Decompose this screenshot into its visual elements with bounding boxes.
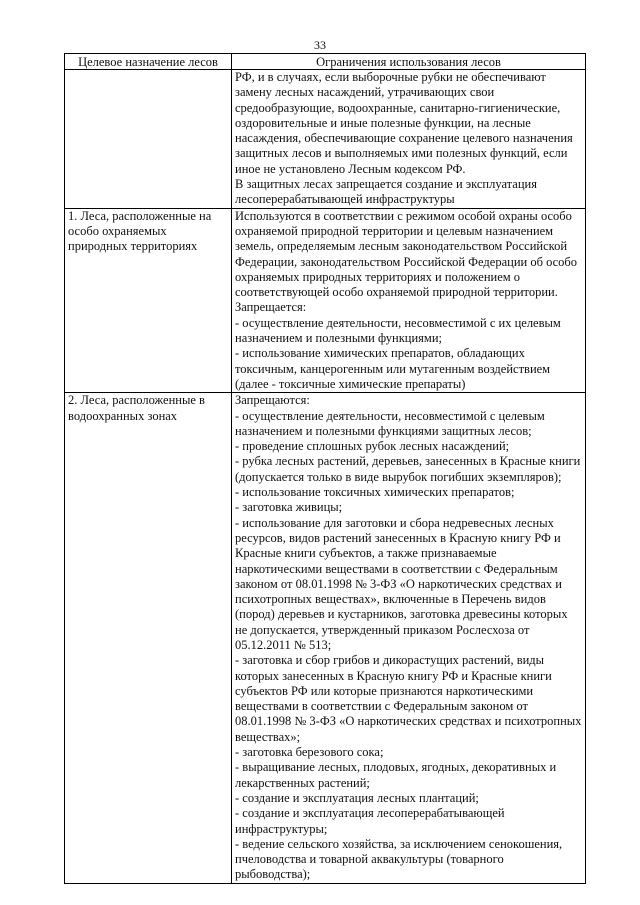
forest-category-cell [65, 208, 232, 393]
restriction-text-line: земель, определяемым лесным законодательством Российской [235, 239, 568, 254]
restriction-text-line: Красные книги субъектов, а также признаваемые [235, 546, 497, 561]
restriction-text-line: замену лесных насаждений, утрачивающих свои [235, 85, 495, 100]
restriction-text-line: насаждения, обеспечивающие сохранение целевого назначения [235, 131, 573, 146]
restriction-text-line: - использование химических препаратов, обладающих [235, 346, 525, 361]
forest-category-cell [65, 393, 232, 884]
restriction-text-line: - выращивание лесных, плодовых, ягодных, декоративных и [235, 760, 557, 775]
restriction-text-line: токсичным, канцерогенным или мутагенным воздействием [235, 361, 551, 376]
table-row [65, 208, 586, 393]
restriction-text-line: - осуществление деятельности, несовместимой с их целевым [235, 315, 561, 330]
restriction-text-line: иное не установлено Лесным кодексом РФ. [235, 161, 466, 176]
restriction-text-line: (допускается только в виде вырубок погибших экземпляров); [235, 469, 562, 484]
restriction-text-line: - заготовка и сбор грибов и дикорастущих растений, виды [235, 653, 545, 668]
restriction-text-line: которых занесенных в Красную книгу РФ и Красные книги [235, 668, 552, 683]
restriction-text-line: Запрещается: [235, 300, 307, 315]
restriction-text-line: защитных лесов и выполняемых ими полезных функций, если [235, 146, 568, 161]
forest-category-line: особо охраняемых [68, 223, 167, 238]
forest-category-cell [65, 70, 232, 209]
restriction-text-line: субъектов РФ или которые признаются наркотическими [235, 683, 534, 698]
restriction-text-line: - рубка лесных растений, деревьев, занесенных в Красные книги [235, 454, 581, 469]
header-restrictions: Ограничения использования лесов [232, 54, 586, 70]
restriction-text-line: - создание и эксплуатация лесоперерабатывающей [235, 806, 505, 821]
restriction-text-line: В защитных лесах запрещается создание и эксплуатация [235, 177, 537, 192]
table-body [65, 70, 586, 884]
table-header-row [65, 54, 586, 70]
restriction-text-line: веществами в соответствии с Федеральным законом от [235, 699, 528, 714]
forest-category-line: 1. Леса, расположенные на [68, 208, 212, 223]
restriction-text-line: - осуществление деятельности, несовместимой с целевым [235, 408, 545, 423]
restriction-text-line: рыбоводства); [235, 867, 311, 882]
restrictions-cell [232, 208, 586, 393]
restriction-text-line: Запрещаются: [235, 393, 310, 408]
restriction-text-line: лесоперерабатывающей инфраструктуры [235, 192, 455, 207]
restriction-text-line: 05.12.2011 № 513; [235, 637, 332, 652]
restriction-text-line: охраняемой природной территории и целевым назначением [235, 223, 554, 238]
restriction-text-line: законом от 08.01.1998 № 3-ФЗ «О наркотических средствах и [235, 576, 562, 591]
page-number: 33 [314, 38, 326, 52]
restriction-text-line: лекарственных растений; [235, 775, 370, 790]
restriction-text-line: наркотическими веществами в соответствии с Федеральным [235, 561, 558, 576]
restriction-text-line: назначением и полезными функциями защитных лесов; [235, 423, 532, 438]
forest-category-line: природных территориях [68, 239, 198, 254]
restriction-text-line: - создание и эксплуатация лесных плантаций; [235, 790, 479, 805]
restriction-text-line: соответствующей особо охраняемой природной территории. [235, 285, 558, 300]
restriction-text-line: РФ, и в случаях, если выборочные рубки не обеспечивают [235, 70, 546, 84]
restriction-text-line: веществах»; [235, 729, 301, 744]
restriction-text-line: психотропных веществах», включенные в Перечень видов [235, 592, 546, 607]
restrictions-cell [232, 393, 586, 884]
restriction-text-line: оздоровительные и иные полезные функции, на лесные [235, 115, 531, 130]
table-row [65, 393, 586, 884]
restriction-text-line: охраняемых природных территориях и положением о [235, 269, 521, 284]
forest-category-line: водоохранных зонах [68, 408, 178, 423]
restriction-text-line: - использование токсичных химических препаратов; [235, 485, 515, 500]
restriction-text-line: - использование для заготовки и сбора недревесных лесных [235, 515, 554, 530]
restriction-text-line: - проведение сплошных рубок лесных насаждений; [235, 439, 510, 454]
restriction-text-line: назначением и полезными функциями; [235, 331, 442, 346]
restriction-text-line: средообразующие, водоохранные, санитарно-гигиенические, [235, 100, 561, 115]
restriction-text-line: Используются в соответствии с режимом особой охраны особо [235, 208, 572, 223]
restriction-text-line: Федерации, законодательством Российской Федерации об особо [235, 254, 578, 269]
restriction-text-line: ресурсов, видов растений занесенных в Красную книгу РФ и [235, 530, 561, 545]
restrictions-cell [232, 70, 586, 209]
forest-restrictions-table [64, 53, 586, 884]
table-row [65, 70, 586, 209]
restriction-text-line: 08.01.1998 № 3-ФЗ «О наркотических средствах и психотропных [235, 714, 582, 729]
restriction-text-line: - заготовка живицы; [235, 500, 343, 515]
restriction-text-line: не допускается, утвержденный приказом Рослесхоза от [235, 622, 530, 637]
restriction-text-line: (пород) деревьев и кустарников, заготовка древесины которых [235, 607, 568, 622]
restriction-text-line: - заготовка березового сока; [235, 745, 384, 760]
header-purpose: Целевое назначение лесов [65, 54, 232, 70]
restriction-text-line: - ведение сельского хозяйства, за исключением сенокошения, [235, 836, 563, 851]
restriction-text-line: пчеловодства и товарной аквакультуры (товарного [235, 852, 504, 867]
restriction-text-line: (далее - токсичные химические препараты) [235, 376, 466, 391]
restriction-text-line: инфраструктуры; [235, 821, 328, 836]
forest-category-line: 2. Леса, расположенные в [68, 393, 205, 408]
